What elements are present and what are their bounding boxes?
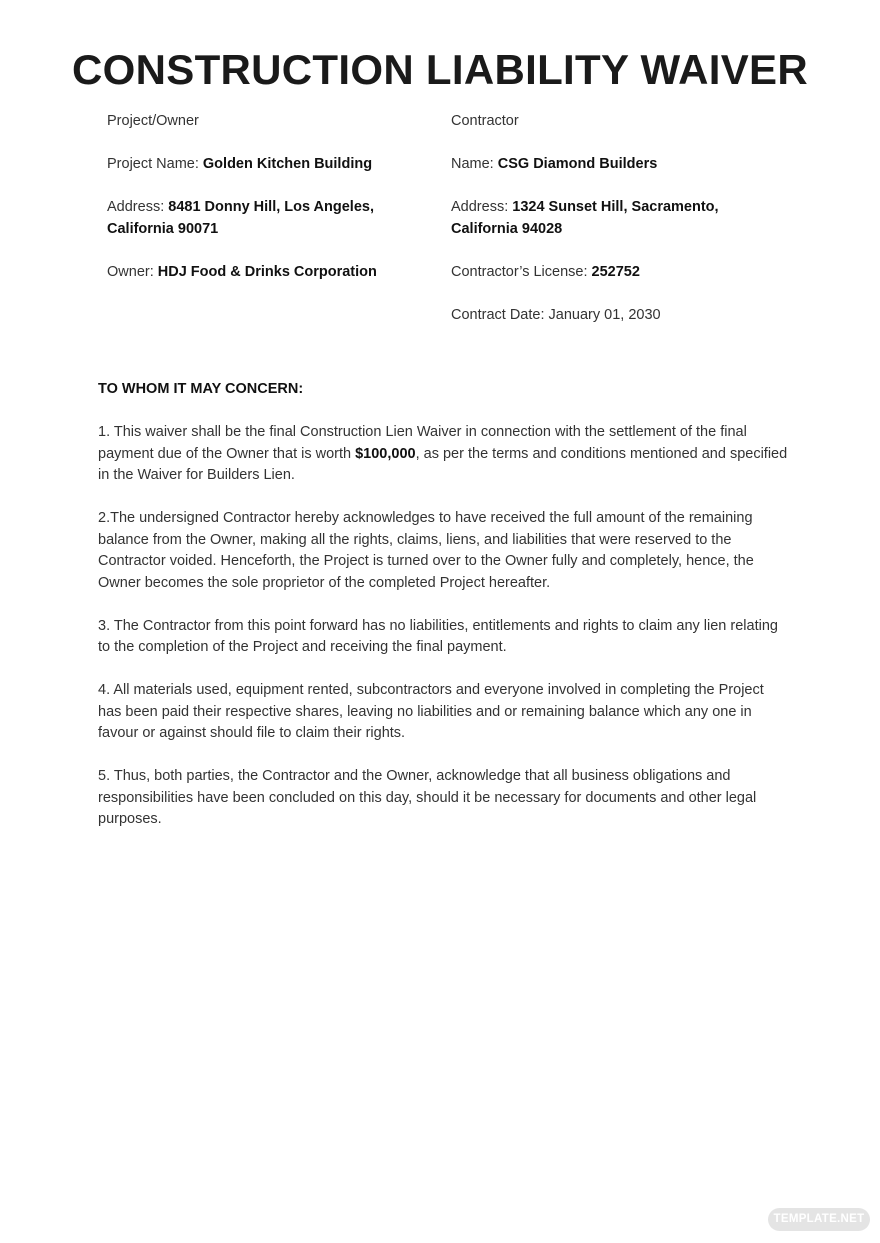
contractor-name-value: CSG Diamond Builders xyxy=(497,156,658,172)
salutation: TO WHOM IT MAY CONCERN: xyxy=(98,381,304,397)
paragraph-1-start: 1. This waiver shall be the final Construction Lien Waiver in connection with the settlement of the final payment due of the Owner that is worth xyxy=(98,424,747,462)
project-owner-heading: Project/Owner xyxy=(107,113,199,129)
paragraph-5: 5. Thus, both parties, the Contractor and the Owner, acknowledge that all business obligations and responsibilities have been concluded on this day, should it be necessary for documents and other legal purposes. xyxy=(98,768,757,827)
contract-date: Contract Date: January 01, 2030 xyxy=(451,306,661,323)
project-owner-column xyxy=(107,111,425,305)
contractor-name-label: Name: xyxy=(451,156,498,172)
waiver-body xyxy=(98,379,788,852)
template-watermark: TEMPLATE.NET xyxy=(768,1208,870,1231)
paragraph-3: 3. The Contractor from this point forward has no liabilities, entitlements and rights to claim any lien relating to the completion of the Project and receiving the final payment. xyxy=(98,617,778,655)
owner-field xyxy=(107,262,425,284)
contractor-address-field xyxy=(451,197,771,240)
owner-value: HDJ Food & Drinks Corporation xyxy=(157,263,377,280)
project-name-value: Golden Kitchen Building xyxy=(202,156,373,172)
project-name-field xyxy=(107,154,425,176)
contractor-address-value: 1324 Sunset Hill, Sacramento, California 94028 xyxy=(451,199,719,237)
document-title: CONSTRUCTION LIABILITY WAIVER xyxy=(72,46,808,93)
paragraph-2: 2.The undersigned Contractor hereby acknowledges to have received the full amount of the remaining balance from the Owner, making all the rights, claims, liens, and liabilities that were reserved to the Contractor voided. Henceforth, the Project is turned over to the Owner fully and completely, hence, the Owner becomes the sole proprietor of the completed Project hereafter. xyxy=(98,510,754,591)
contractor-column xyxy=(451,111,771,348)
contractor-license-label: Contractor’s License: xyxy=(451,263,592,280)
paragraph-1 xyxy=(98,422,788,487)
paragraph-1-end: , as per the terms and conditions mentioned and specified in the Waiver for Builders Lien. xyxy=(98,445,788,483)
project-address-label: Address: xyxy=(107,199,169,215)
project-address-field xyxy=(107,197,425,240)
contractor-address-label: Address: xyxy=(451,199,513,215)
contractor-name-field xyxy=(451,154,771,176)
project-name-label: Project Name: xyxy=(107,156,203,172)
project-address-value: 8481 Donny Hill, Los Angeles, California 90071 xyxy=(107,199,374,237)
contractor-heading: Contractor xyxy=(451,113,519,129)
paragraph-4: 4. All materials used, equipment rented, subcontractors and everyone involved in completing the Project has been paid their respective shares, leaving no liabilities and or remaining balance which any one in favour or against should file to claim their rights. xyxy=(98,682,764,741)
owner-label: Owner: xyxy=(107,263,158,280)
contractor-license-value: 252752 xyxy=(591,263,640,280)
contractor-license-field xyxy=(451,262,771,284)
payment-amount: $100,000 xyxy=(355,445,416,462)
